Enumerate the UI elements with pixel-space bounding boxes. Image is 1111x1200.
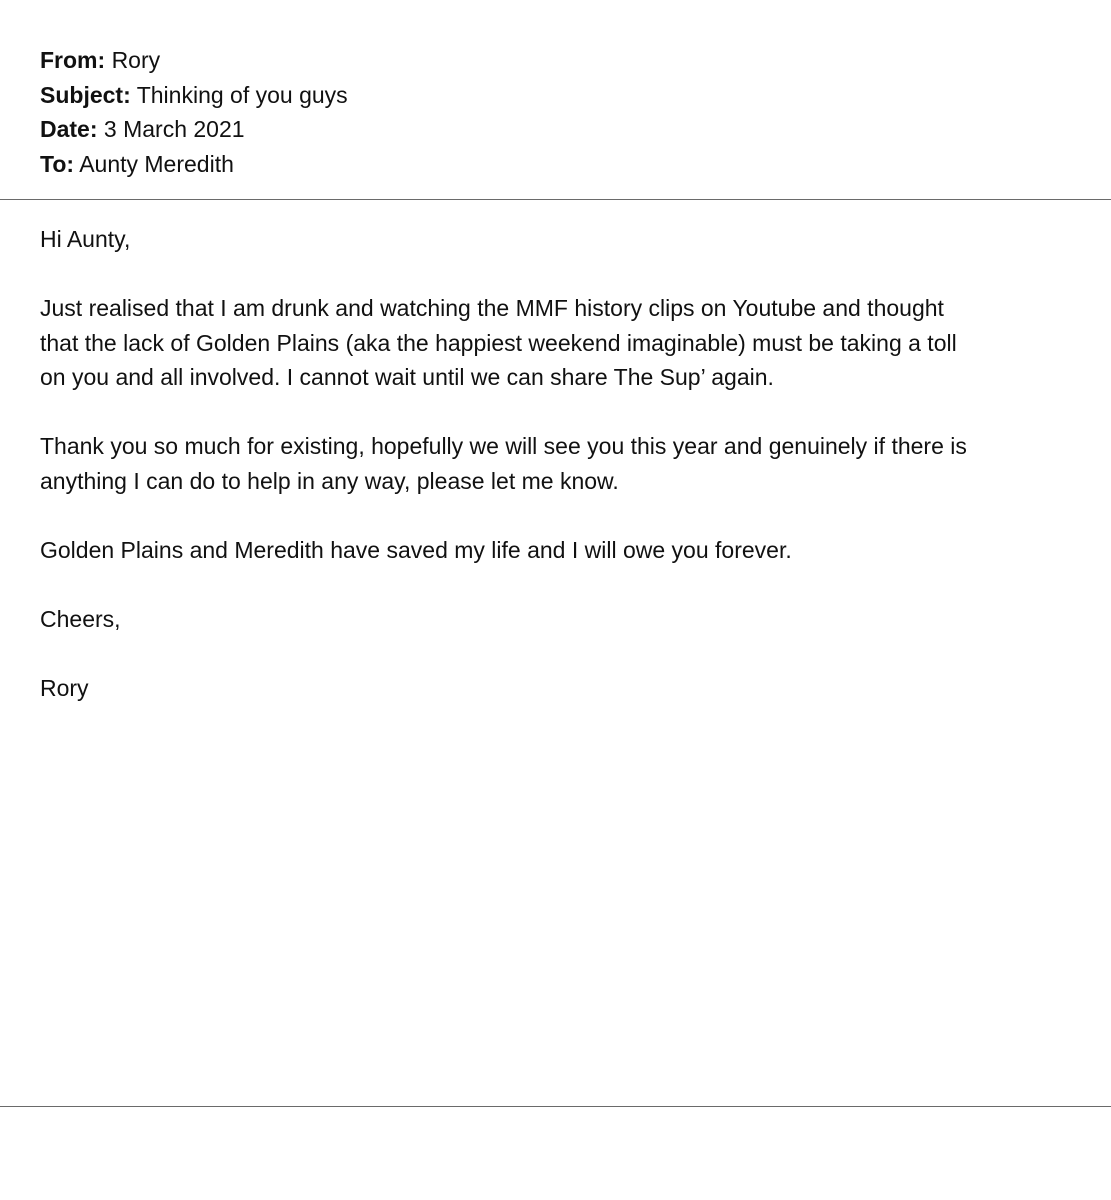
signature: Rory <box>40 674 89 701</box>
subject-row <box>40 78 348 113</box>
email-body <box>40 222 1080 740</box>
paragraph-1-line: on you and all involved. I cannot wait until we can share The Sup’ again. <box>40 364 774 390</box>
paragraph-3: Golden Plains and Meredith have saved my life and I will owe you forever. <box>40 536 792 563</box>
paragraph-1 <box>40 291 1080 395</box>
email-header <box>40 43 348 181</box>
paragraph-2-line: Thank you so much for existing, hopefully we will see you this year and genuinely if there is <box>40 433 967 459</box>
date-value: 3 March 2021 <box>103 116 245 142</box>
closing: Cheers, <box>40 605 121 632</box>
paragraph-2 <box>40 429 1080 498</box>
subject-label: Subject: <box>40 81 131 108</box>
paragraph-2-line: anything I can do to help in any way, please let me know. <box>40 467 619 494</box>
paragraph-1-line: Just realised that I am drunk and watching the MMF history clips on Youtube and thought <box>40 295 944 321</box>
from-value: Rory <box>111 47 161 73</box>
subject-value: Thinking of you guys <box>136 81 348 108</box>
from-label: From: <box>40 47 106 73</box>
paragraph-1-line: that the lack of Golden Plains (aka the happiest weekend imaginable) must be taking a toll <box>40 329 957 356</box>
to-label: To: <box>40 150 75 177</box>
from-row <box>40 43 348 78</box>
header-divider <box>0 199 1111 200</box>
date-label: Date: <box>40 116 98 142</box>
footer-divider <box>0 1106 1111 1107</box>
to-value: Aunty Meredith <box>79 150 234 177</box>
date-row <box>40 112 348 147</box>
greeting: Hi Aunty, <box>40 226 131 252</box>
to-row <box>40 147 348 182</box>
